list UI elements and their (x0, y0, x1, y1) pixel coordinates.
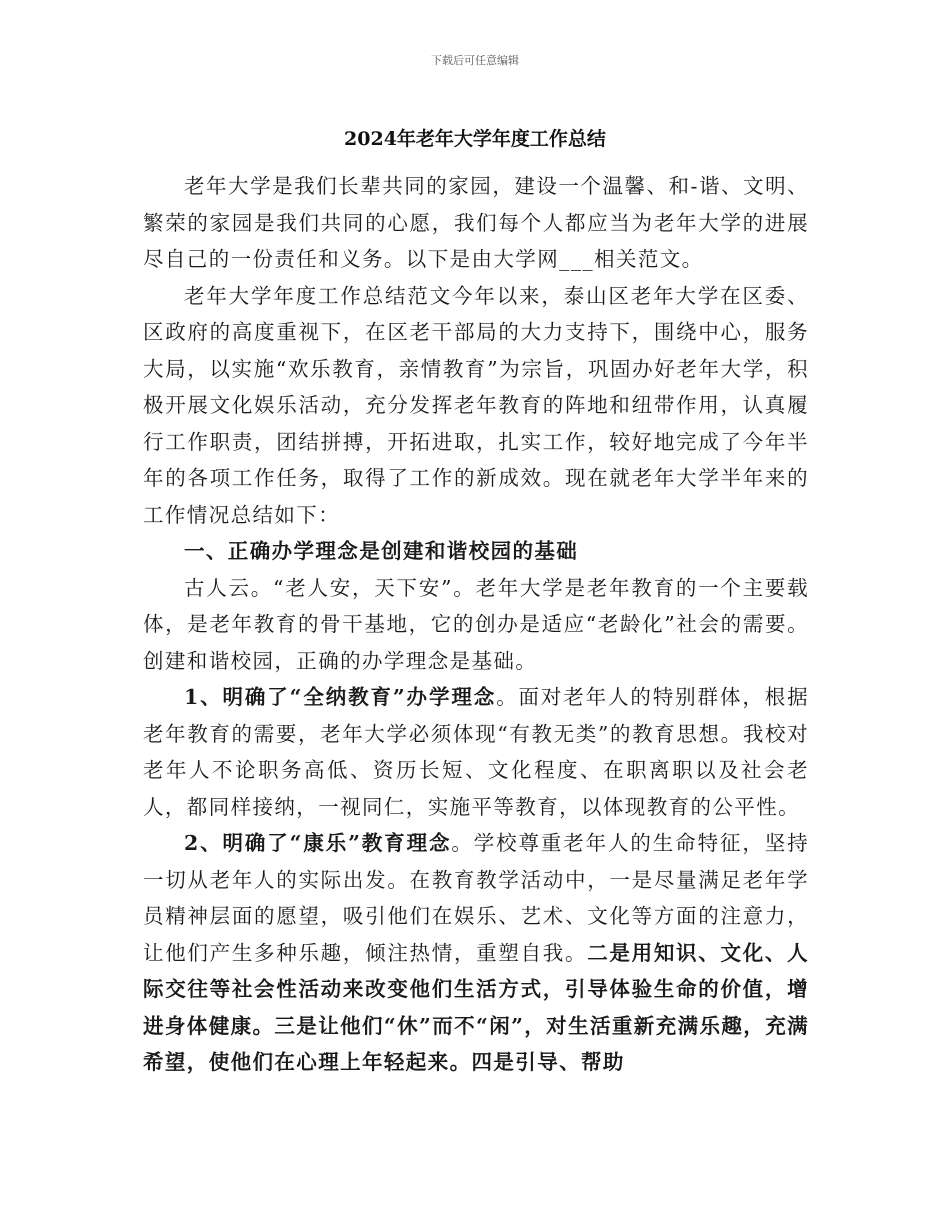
document-title: 2024年老年大学年度工作总结 (344, 128, 606, 150)
paragraph-summary: 老年大学年度工作总结范文今年以来，泰山区老年大学在区委、区政府的高度重视下，在区老干部局的大力支持下，围绕中心，服务大局，以实施“欢乐教育，亲情教育”为宗旨，巩固办好老年大学，积极开展文化娱乐活动，充分发挥老年教育的阵地和纽带作用，认真履行工作职责，团结拼搏，开拓进取，扎实工作，较好地完成了今年半年的各项工作任务，取得了工作的新成效。现在就老年大学半年来的工作情况总结如下： (143, 283, 809, 527)
header-note: 下载后可任意编辑 (431, 54, 519, 67)
point-1-text: 。面对老年人的特别群体，根据老年教育的需要，老年大学必须体现“有教无类”的教育思想。我校对老年人不论职务高低、资历长短、文化程度、在职离职以及社会老人，都同样接纳，一视同仁，实施平等教育，以体现教育的公平性。 (143, 685, 809, 819)
paragraph-intro: 老年大学是我们长辈共同的家园，建设一个温馨、和-谐、文明、繁荣的家园是我们共同的心愿，我们每个人都应当为老年大学的进展尽自己的一份责任和义务。以下是由大学网___相关范文。 (143, 174, 809, 271)
document-body (143, 168, 809, 1081)
point-2-heading: 2、明确了“康乐”教育理念 (184, 831, 452, 855)
point-2-bold-text: 二是用知识、文化、人际交往等社会性活动来改变他们生活方式，引导体验生命的价值，增进身体健康。三是让他们“休”而不“闲”，对生活重新充满乐趣，充满希望，使他们在心理上年轻起来。四是引导、帮助 (143, 940, 810, 1074)
paragraph-point-2 (143, 825, 809, 1081)
paragraph-section-1: 古人云。“老人安，天下安”。老年大学是老年教育的一个主要载体，是老年教育的骨干基地，它的创办是适应“老龄化”社会的需要。创建和谐校园，正确的办学理念是基础。 (143, 575, 809, 673)
paragraph-point-1 (143, 679, 809, 825)
point-2-text: 。学校尊重老年人的生命特征，坚持一切从老年人的实际出发。在教育教学活动中，一是尽量满足老年学员精神层面的愿望，吸引他们在娱乐、艺术、文化等方面的注意力，让他们产生多种乐趣，倾注热情，重塑自我。 (143, 831, 809, 965)
section-heading-1: 一、正确办学理念是创建和谐校园的基础 (184, 539, 579, 563)
point-1-heading: 1、明确了“全纳教育”办学理念 (184, 685, 497, 709)
